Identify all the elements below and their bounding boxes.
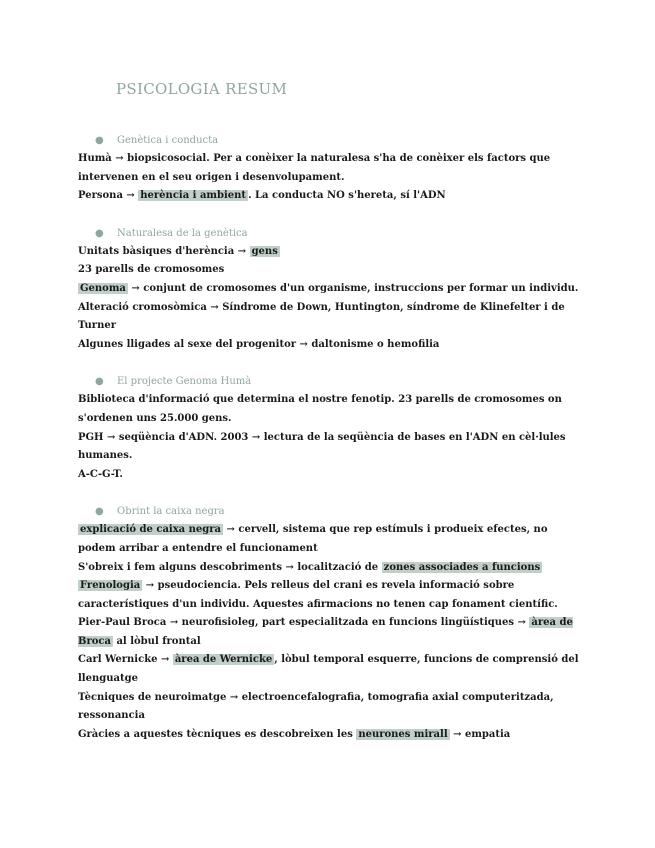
section-heading bbox=[78, 372, 583, 391]
section-genetica-i-conducta bbox=[78, 131, 583, 206]
text-line: PGH → seqüència d'ADN. 2003 → lectura de la seqüència de bases en l'ADN en cèl·lules humanes. bbox=[78, 431, 566, 462]
section-obrint-la-caixa-negra bbox=[78, 502, 583, 744]
text-run: → pseudociencia. Pels relleus del crani es revela informació sobre característiques d'un individu. Aquestes afirmacions no tenen cap fonament científic. bbox=[78, 580, 558, 610]
text-run: Carl Wernicke → bbox=[78, 654, 173, 666]
highlight: herència i ambient bbox=[140, 190, 247, 202]
text-line: 23 parells de cromosomes bbox=[78, 264, 225, 276]
highlight: gens bbox=[251, 245, 278, 257]
section-heading-text: El projecte Genoma Humà bbox=[117, 376, 252, 388]
section-heading bbox=[78, 502, 583, 521]
text-run: Gràcies a aquestes tècniques es descobreixen les bbox=[78, 728, 357, 740]
text-run: → cervell, sistema que rep estímuls i produeix efectes, no podem arribar a entendre el funcionament bbox=[78, 524, 548, 554]
highlight: àrea de Broca bbox=[78, 617, 573, 647]
text-line: Algunes lligades al sexe del progenitor → daltonisme o hemofilia bbox=[78, 338, 440, 350]
text-line bbox=[78, 577, 583, 614]
text-line: Tècniques de neuroimatge → electroencefalografia, tomografia axial computeritzada, ressonancia bbox=[78, 691, 554, 722]
text-run: → empatia bbox=[449, 728, 511, 740]
highlight: Frenologia bbox=[80, 580, 141, 592]
text-line bbox=[78, 521, 583, 558]
section-heading bbox=[78, 224, 583, 243]
document-title: PSICOLOGIA RESUM bbox=[116, 80, 288, 98]
text-line bbox=[78, 559, 583, 578]
text-run: . La conducta NO s'hereta, sí l'ADN bbox=[248, 190, 446, 202]
section-heading-text: Naturalesa de la genètica bbox=[117, 227, 248, 239]
highlight: explicació de caixa negra bbox=[80, 524, 222, 536]
section-heading bbox=[78, 131, 583, 150]
text-line bbox=[78, 280, 583, 299]
bullet-icon: ● bbox=[95, 227, 104, 239]
text-line: Biblioteca d'informació que determina el nostre fenotip. 23 parells de cromosomes on s'ordenen uns 25.000 gens. bbox=[78, 394, 562, 424]
bullet-icon: ● bbox=[95, 506, 104, 518]
section-heading-text: Obrint la caixa negra bbox=[117, 506, 225, 518]
text-line: Humà → biopsicosocial. Per a conèixer la naturalesa s'ha de conèixer els factors que intervenen en el seu origen i desenvolupament. bbox=[78, 153, 551, 183]
text-run: Unitats bàsiques d'herència → bbox=[78, 245, 250, 257]
text-run: Pier-Paul Broca → neurofisioleg, part especialitzada en funcions lingüístiques → bbox=[78, 617, 530, 629]
text-line: A-C-G-T. bbox=[78, 468, 123, 480]
text-run: Persona → bbox=[78, 190, 139, 202]
section-heading-text: Genètica i conducta bbox=[117, 135, 219, 146]
text-line bbox=[78, 187, 583, 206]
bullet-icon: ● bbox=[95, 135, 104, 146]
text-run: al lòbul frontal bbox=[112, 635, 201, 647]
highlight: zones associades a funcions bbox=[383, 561, 541, 573]
document-body bbox=[78, 131, 583, 762]
highlight: neurones mirall bbox=[358, 728, 448, 740]
text-line bbox=[78, 726, 583, 745]
text-line bbox=[78, 243, 583, 262]
section-naturalesa-de-la-genetica bbox=[78, 224, 583, 355]
text-line bbox=[78, 651, 583, 688]
text-line: Alteració cromosòmica → Síndrome de Down, Huntington, síndrome de Klinefelter i de Turner bbox=[78, 301, 565, 332]
section-projecte-genoma-huma bbox=[78, 372, 583, 484]
text-line bbox=[78, 614, 583, 651]
text-run: S'obreix i fem alguns descobriments → localització de bbox=[78, 561, 382, 573]
bullet-icon: ● bbox=[95, 376, 104, 388]
text-run: → conjunt de cromosomes d'un organisme, instruccions per formar un individu. bbox=[127, 282, 579, 294]
text-run: , lòbul temporal esquerre, funcions de comprensió del llenguatge bbox=[78, 654, 579, 685]
highlight: àrea de Wernicke bbox=[174, 654, 273, 666]
highlight: Genoma bbox=[80, 282, 126, 294]
